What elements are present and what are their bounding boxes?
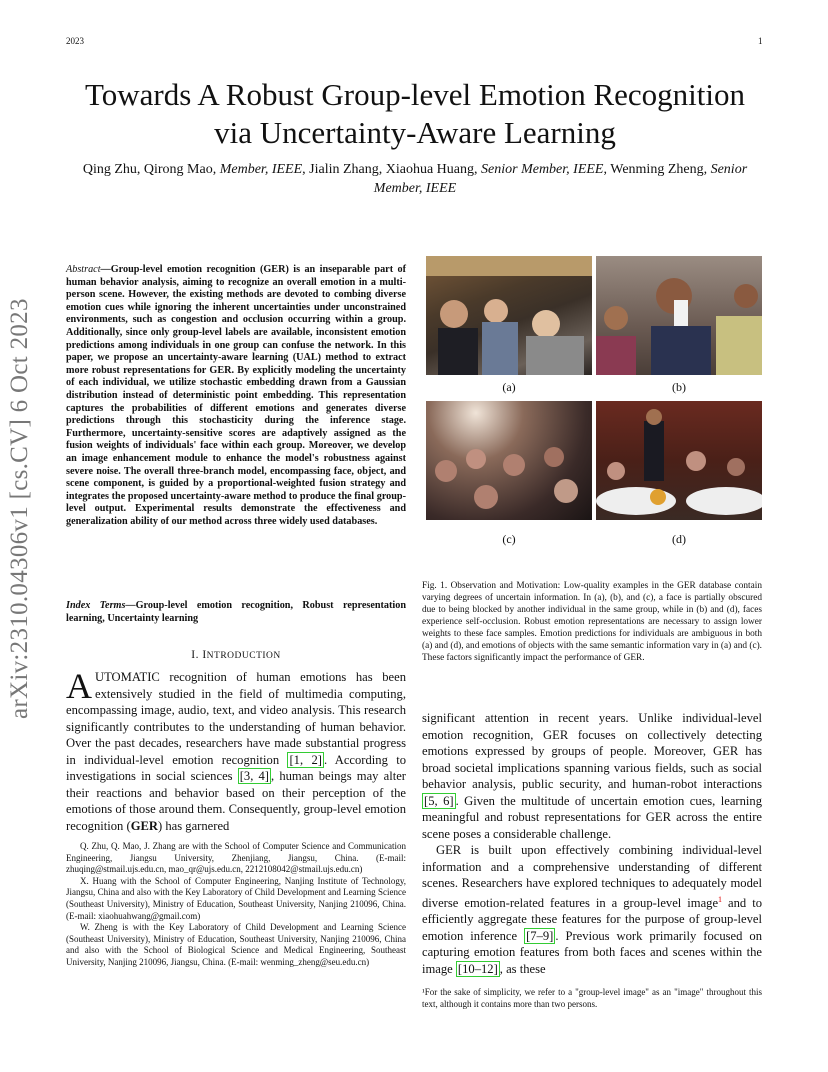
figure-label-c: (c) — [502, 532, 516, 546]
photo-group-c — [426, 401, 592, 520]
header-page-number: 1 — [758, 36, 763, 46]
affiliation-note: W. Zheng is with the Key Laboratory of Child Development and Learning Science (Southeast University), Ministry of Education, Southeast University, Nanjing 210096, China and also with the School of Biological Science and Medical Engineering, Southeast University, Nanjing 210096, Jiangsu, China. (E-mail: wenming_zheng@seu.edu.cn) — [66, 922, 406, 967]
figure-image-a — [426, 256, 592, 375]
figure-label-a: (a) — [502, 380, 516, 394]
paper-title: Towards A Robust Group-level Emotion Recognition via Uncertainty-Aware Learning — [85, 77, 745, 150]
affiliation-note: X. Huang with the School of Computer Engineering, Nanjing Institute of Technology, Jiangsu, China and also with the Key Laboratory of Child Development and Learning Science (Southeast University), Ministry of Education, Southeast University, Nanjing 210096, China. (E-mail: xiaohuahwang@gmail.com) — [66, 875, 406, 921]
abstract: Abstract—Group-level emotion recognition (GER) is an inseparable part of human behavior analysis, aiming to recognize an overall emotion in a multi-person scene. However, the existing methods are devoted to combing diverse emotion cues while ignoring the inherent uncertainties under unconstrained environments, such as congestion and occlusion occurring within a group. Additionally, since only group-level labels are available, inconsistent emotion predictions among individuals in one group can confuse the network. In this paper, we propose an uncertainty-aware learning (UAL) method to extract more robust representations for GER. By explicitly modeling the uncertainty of each individual, we utilize stochastic embedding drawn from a Gaussian distribution instead of deterministic point embedding. This representation captures the probabilities of different emotions and generates diverse predictions through this stochasticity during the inference stage. Furthermore, uncertainty-sensitive scores are adaptively assigned as the fusion weights of individuals' face within each group. Moreover, we develop an image enhancement module to enhance the model's robustness against severe noise. The overall three-branch model, encompassing face, object, and scene component, is guided by a proportional-weighted fusion strategy and integrates the proposed uncertainty-aware method to produce the final group-level output. Experimental results demonstrate the effectiveness and generalization ability of our method across three widely used databases. — [66, 264, 406, 527]
author-list: Qing Zhu, Qirong Mao, Member, IEEE, Jialin Zhang, Xiaohua Huang, Senior Member, IEEE, Wenming Zheng, Senior Member, IEEE — [82, 162, 748, 196]
figure-caption: Fig. 1. Observation and Motivation: Low-quality examples in the GER database contain varying degrees of uncertain information. In (a), (b), and (c), a face is partially obscured due to being blocked by another individual in the same group, while in (b) and (d), faces experience self-occlusion. Robust emotion representations are necessary to assign lower weights to these face samples. Emotion predictions for individuals are ambiguous in both (a) and (d), and emotions of objects with the same semantic information vary in (a) and (c). These factors significantly impact the performance of GER. — [422, 581, 762, 663]
figure-label-d: (d) — [672, 532, 686, 546]
footnote-1: ¹For the sake of simplicity, we refer to a "group-level image" as an "image" throughout this text, although it contains more than two persons. — [422, 987, 762, 1009]
right-column-text — [422, 710, 762, 977]
author-affiliations — [66, 841, 406, 969]
affiliation-note: Q. Zhu, Q. Mao, J. Zhang are with the School of Computer Science and Communication Engineering, Jiangsu University, Zhenjiang, Jiangsu, China. (E-mail: zhuqing@stmail.ujs.edu.cn, mao_qr@ujs.edu.cn, 2212108042@stmail.ujs.edu.cn) — [66, 841, 406, 875]
abstract-text: Group-level emotion recognition (GER) is an inseparable part of human behavior analysis, aiming to recognize an overall emotion in a multi-person scene. However, the existing methods are devoted to combing diverse emotion cues while ignoring the inherent uncertainties under unconstrained environments, such as congestion and occlusion occurring within a group. Additionally, since only group-level labels are available, inconsistent emotion predictions among individuals in one group can confuse the network. In this paper, we propose an uncertainty-aware learning (UAL) method to extract more robust representations for GER. By explicitly modeling the uncertainty of each individual, we utilize stochastic embedding drawn from a Gaussian distribution instead of deterministic point embedding. This representation captures the probabilities of different emotions and generates diverse predictions through this stochasticity during the inference stage. Furthermore, uncertainty-sensitive scores are adaptively assigned as the fusion weights of individuals' face within each group. Moreover, we develop an image enhancement module to enhance the model's robustness against severe noise. The overall three-branch model, encompassing face, object, and scene component, is guided by a proportional-weighted fusion strategy and integrates the proposed uncertainty-aware method to produce the final group-level output. Experimental results demonstrate the effectiveness and generalization ability of our method across three widely used databases. — [66, 264, 406, 527]
paragraph: significant attention in recent years. Unlike individual-level emotion recognition, GER focuses on collectively detecting emotions expressed by groups of people. Moreover, GER has broad societal implications spanning various fields, such as social behavior analysis, public security, and human-robot interactions [5, 6] . Given the multitude of uncertain emotion cues, learning meaningful and robust representations for GER across the entire scene poses a considerable challenge. — [422, 711, 762, 841]
abstract-label: Abstract — [66, 264, 101, 275]
figure-1 — [426, 256, 762, 556]
index-terms: Index Terms—Group-level emotion recognition, Robust representation learning, Uncertainty learning — [66, 600, 406, 624]
photo-group-b — [596, 256, 762, 375]
drop-cap: A — [66, 666, 92, 706]
index-terms-text: Group-level emotion recognition, Robust representation learning, Uncertainty learning — [66, 600, 406, 624]
section-heading-introduction: I. INTRODUCTION — [191, 649, 281, 661]
figure-image-d — [596, 401, 762, 520]
figure-label-b: (b) — [672, 380, 686, 394]
introduction-text: AUTOMATIC recognition of human emotions has been extensively studied in the field of multimedia computing, encompassing image, audio, text, and video analysis. This research significantly contributes to the understanding of human behavior. Over the past decades, researchers have made substantial progress in individual-level emotion recognition [1, 2] . According to investigations in social sciences [3, 4] , human beings may alter their reactions and behavior based on their perception of the emotions of those around them. Consequently, group-level emotion recognition (GER) has garnered — [66, 666, 407, 833]
arxiv-stamp: arXiv:2310.04306v1 [cs.CV] 6 Oct 2023 — [6, 298, 33, 719]
photo-group-d — [596, 401, 762, 520]
header-year: 2023 — [66, 36, 84, 46]
figure-image-b — [596, 256, 762, 375]
figure-image-c — [426, 401, 592, 520]
index-terms-label: Index Terms — [66, 600, 126, 611]
paragraph: GER is built upon effectively combining individual-level information and a comprehensive understanding of different scenes. Researchers have explored techniques to adequately model diverse emotion-related features in a group-level image$^1$ and to efficiently aggregate these features for the purpose of group-level emotion inference [7–9] . Previous work primarily focused on capturing emotion features from both faces and scenes within the image [10–12] , as these — [422, 843, 762, 976]
photo-group-a — [426, 256, 592, 375]
